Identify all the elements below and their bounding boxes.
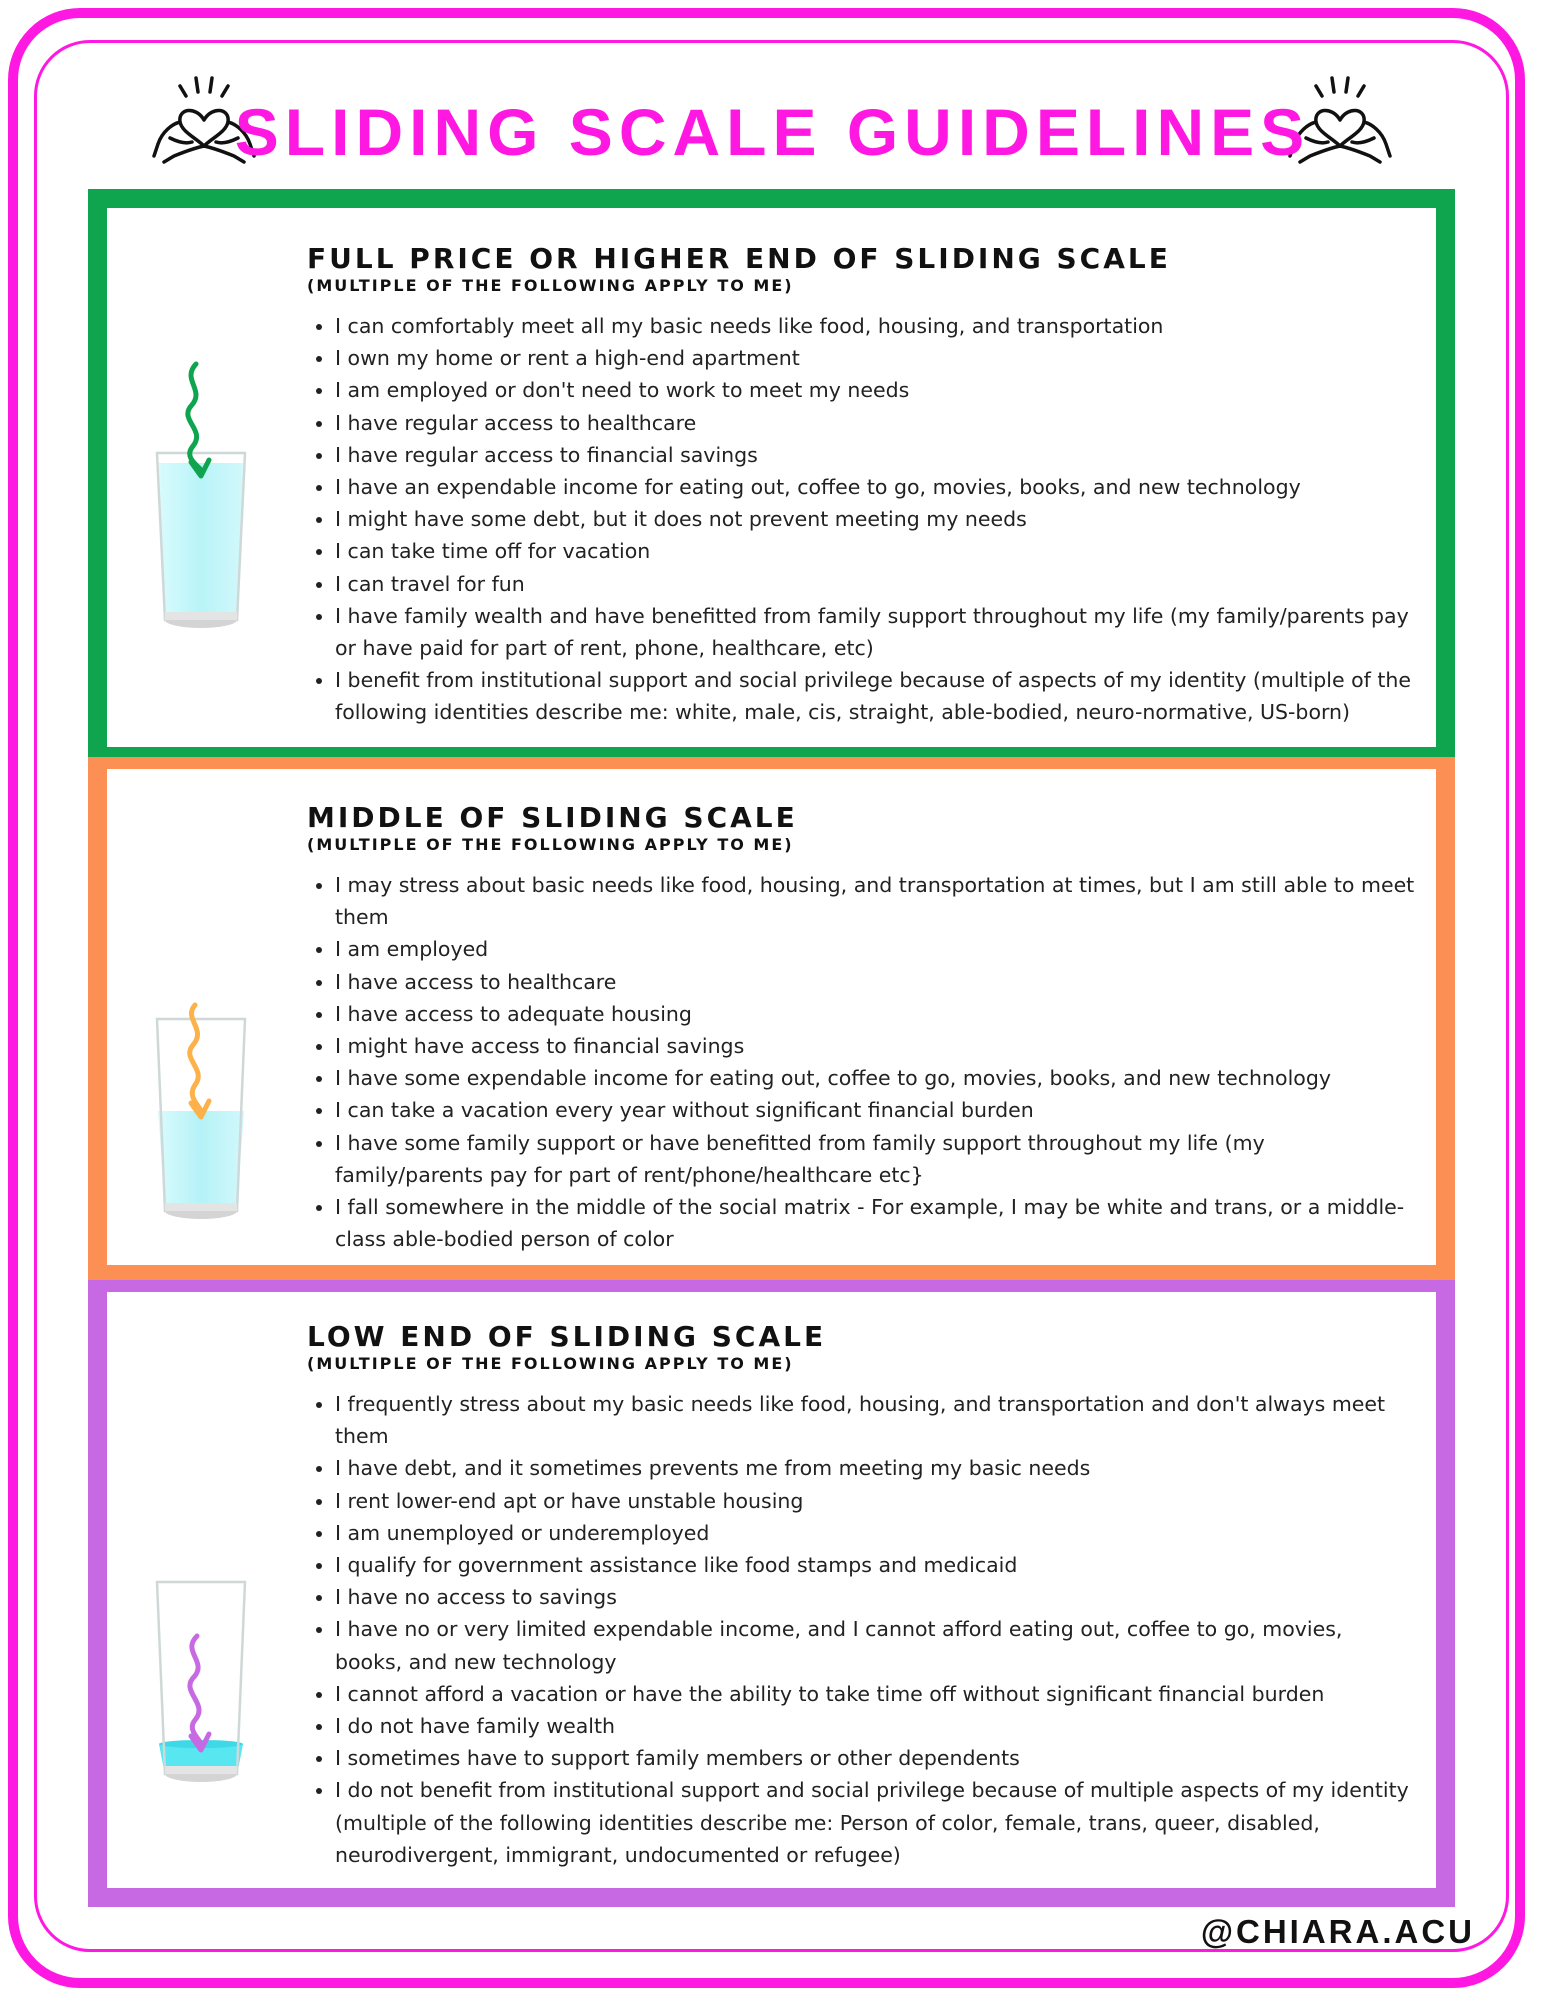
criteria-list (307, 310, 1416, 729)
list-item: • I rent lower-end apt or have unstable housing (335, 1485, 1416, 1517)
list-item: • I cannot afford a vacation or have the ability to take time off without significant financial burden (335, 1678, 1416, 1710)
list-item: • I fall somewhere in the middle of the social matrix - For example, I may be white and trans, or a middle-class able-bodied person of color (335, 1191, 1416, 1255)
water-glass-icon (151, 358, 251, 638)
list-item: • I can travel for fun (335, 568, 1416, 600)
section-middle (88, 757, 1455, 1284)
list-item: • I do not benefit from institutional support and social privilege because of multiple aspects of my identity (multiple of the following identities describe me: Person of color, female, trans, queer, disabled, neurodivergent, immigrant, undocumented or refugee) (335, 1774, 1416, 1871)
list-item: • I have some expendable income for eating out, coffee to go, movies, books, and new technology (335, 1062, 1416, 1094)
section-low-end (88, 1280, 1455, 1907)
section-full-price (88, 189, 1455, 766)
list-item: • I am unemployed or underemployed (335, 1517, 1416, 1549)
list-item: • I can take a vacation every year without significant financial burden (335, 1094, 1416, 1126)
list-item: • I am employed (335, 933, 1416, 965)
list-item: • I have access to healthcare (335, 966, 1416, 998)
section-content (307, 242, 1416, 729)
list-item: • I qualify for government assistance like food stamps and medicaid (335, 1549, 1416, 1581)
section-subheading: (MULTIPLE OF THE FOLLOWING APPLY TO ME) (307, 1354, 794, 1373)
section-content (307, 801, 1416, 1255)
criteria-list (307, 1388, 1416, 1871)
section-subheading: (MULTIPLE OF THE FOLLOWING APPLY TO ME) (307, 835, 794, 854)
list-item: • I have regular access to healthcare (335, 407, 1416, 439)
list-item: • I do not have family wealth (335, 1710, 1416, 1742)
list-item: • I have no or very limited expendable income, and I cannot afford eating out, coffee to go, movies, books, and new technology (335, 1613, 1416, 1677)
list-item: • I have family wealth and have benefitted from family support throughout my life (my family/parents pay or have paid for part of rent, phone, healthcare, etc) (335, 600, 1416, 664)
list-item: • I frequently stress about my basic needs like food, housing, and transportation and don't always meet them (335, 1388, 1416, 1452)
section-heading: FULL PRICE OR HIGHER END OF SLIDING SCALE (307, 242, 1171, 275)
list-item: • I have regular access to financial savings (335, 439, 1416, 471)
section-heading: LOW END OF SLIDING SCALE (307, 1320, 827, 1353)
section-heading: MIDDLE OF SLIDING SCALE (307, 801, 798, 834)
list-item: • I have debt, and it sometimes prevents me from meeting my basic needs (335, 1452, 1416, 1484)
list-item: • I can take time off for vacation (335, 535, 1416, 567)
page-title: SLIDING SCALE GUIDELINES (234, 95, 1311, 169)
water-glass-icon (151, 1512, 251, 1792)
list-item: • I have no access to savings (335, 1581, 1416, 1613)
list-item: • I have an expendable income for eating out, coffee to go, movies, books, and new technology (335, 471, 1416, 503)
list-item: • I have some family support or have benefitted from family support throughout my life (my family/parents pay for part of rent/phone/healthcare etc} (335, 1127, 1416, 1191)
list-item: • I might have access to financial savings (335, 1030, 1416, 1062)
list-item: • I have access to adequate housing (335, 998, 1416, 1030)
water-glass-icon (151, 949, 251, 1229)
section-content (307, 1320, 1416, 1871)
list-item: • I benefit from institutional support and social privilege because of aspects of my identity (multiple of the following identities describe me: white, male, cis, straight, able-bodied, neuro-normative, US-born) (335, 664, 1416, 728)
section-subheading: (MULTIPLE OF THE FOLLOWING APPLY TO ME) (307, 276, 794, 295)
list-item: • I may stress about basic needs like food, housing, and transportation at times, but I am still able to meet them (335, 869, 1416, 933)
social-handle: @CHIARA.ACU (1200, 1913, 1475, 1950)
criteria-list (307, 869, 1416, 1255)
list-item: • I am employed or don't need to work to meet my needs (335, 374, 1416, 406)
list-item: • I own my home or rent a high-end apartment (335, 342, 1416, 374)
list-item: • I can comfortably meet all my basic needs like food, housing, and transportation (335, 310, 1416, 342)
list-item: • I sometimes have to support family members or other dependents (335, 1742, 1416, 1774)
list-item: • I might have some debt, but it does not prevent meeting my needs (335, 503, 1416, 535)
